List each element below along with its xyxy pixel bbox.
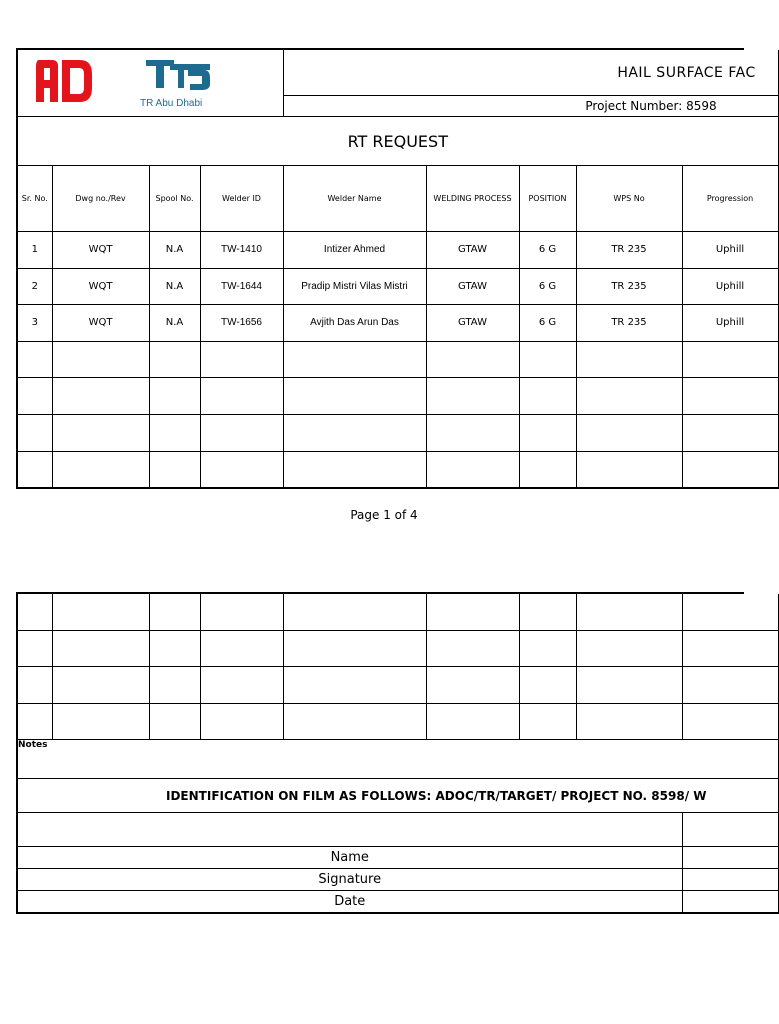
welder-id-cell: TW-1644 bbox=[200, 268, 283, 305]
page-number: Page 1 of 4 bbox=[350, 508, 418, 522]
welder-name-cell: Avjith Das Arun Das bbox=[283, 305, 426, 342]
column-header: Welder ID bbox=[200, 166, 283, 232]
continued-table bbox=[18, 594, 779, 914]
notes-label: Notes bbox=[18, 740, 778, 779]
spool-cell: N.A bbox=[149, 305, 200, 342]
process-cell: GTAW bbox=[426, 232, 519, 269]
column-header: Progression bbox=[682, 166, 778, 232]
film-identification: IDENTIFICATION ON FILM AS FOLLOWS: ADOC/TR/TARGET/ PROJECT NO. 8598/ W bbox=[18, 779, 778, 813]
column-header: WPS No bbox=[576, 166, 682, 232]
empty-row bbox=[18, 594, 778, 630]
tr-abu-dhabi-text: TR Abu Dhabi bbox=[140, 98, 203, 109]
process-cell: GTAW bbox=[426, 305, 519, 342]
progression-cell: Uphill bbox=[682, 268, 778, 305]
sr-no-cell: 1 bbox=[18, 232, 52, 269]
welder-id-cell: TW-1656 bbox=[200, 305, 283, 342]
spool-cell: N.A bbox=[149, 232, 200, 269]
empty-row bbox=[18, 341, 778, 378]
position-cell: 6 G bbox=[519, 232, 576, 269]
spool-cell: N.A bbox=[149, 268, 200, 305]
sr-no-cell: 2 bbox=[18, 268, 52, 305]
project-number: Project Number: 8598 bbox=[283, 96, 778, 117]
table-row bbox=[18, 232, 778, 269]
process-cell: GTAW bbox=[426, 268, 519, 305]
signature-label: Signature bbox=[18, 869, 682, 891]
tr-logo-icon bbox=[146, 60, 210, 90]
rt-request-sheet-continued bbox=[16, 592, 744, 914]
rt-request-sheet bbox=[16, 48, 756, 489]
empty-row bbox=[18, 667, 778, 704]
wps-cell: TR 235 bbox=[576, 232, 682, 269]
welder-id-cell: TW-1410 bbox=[200, 232, 283, 269]
empty-row bbox=[18, 630, 778, 667]
ad-logo-icon bbox=[36, 60, 92, 102]
empty-row bbox=[18, 703, 778, 740]
position-cell: 6 G bbox=[519, 268, 576, 305]
dwg-cell: WQT bbox=[52, 305, 149, 342]
signature-header-blank bbox=[18, 813, 682, 847]
column-header: Dwg no./Rev bbox=[52, 166, 149, 232]
progression-cell: Uphill bbox=[682, 305, 778, 342]
name-label: Name bbox=[18, 847, 682, 869]
company-logos bbox=[18, 50, 218, 112]
welder-name-cell: Intizer Ahmed bbox=[283, 232, 426, 269]
dwg-cell: WQT bbox=[52, 268, 149, 305]
column-header-row bbox=[18, 166, 778, 232]
empty-row bbox=[18, 414, 778, 451]
position-cell: 6 G bbox=[519, 305, 576, 342]
empty-row bbox=[18, 451, 778, 488]
facility-title: HAIL SURFACE FAC bbox=[283, 50, 778, 96]
form-title: RT REQUEST bbox=[18, 117, 778, 166]
logo-area bbox=[18, 50, 283, 117]
column-header: Spool No. bbox=[149, 166, 200, 232]
sr-no-cell: 3 bbox=[18, 305, 52, 342]
empty-row bbox=[18, 378, 778, 415]
dwg-cell: WQT bbox=[52, 232, 149, 269]
column-header: WELDING PROCESS bbox=[426, 166, 519, 232]
column-header: POSITION bbox=[519, 166, 576, 232]
table-row bbox=[18, 268, 778, 305]
wps-cell: TR 235 bbox=[576, 268, 682, 305]
table-row bbox=[18, 305, 778, 342]
header-table bbox=[18, 50, 779, 489]
date-label: Date bbox=[18, 891, 682, 914]
welder-name-cell: Pradip Mistri Vilas Mistri bbox=[283, 268, 426, 305]
progression-cell: Uphill bbox=[682, 232, 778, 269]
column-header: Sr. No. bbox=[18, 166, 52, 232]
column-header: Welder Name bbox=[283, 166, 426, 232]
wps-cell: TR 235 bbox=[576, 305, 682, 342]
